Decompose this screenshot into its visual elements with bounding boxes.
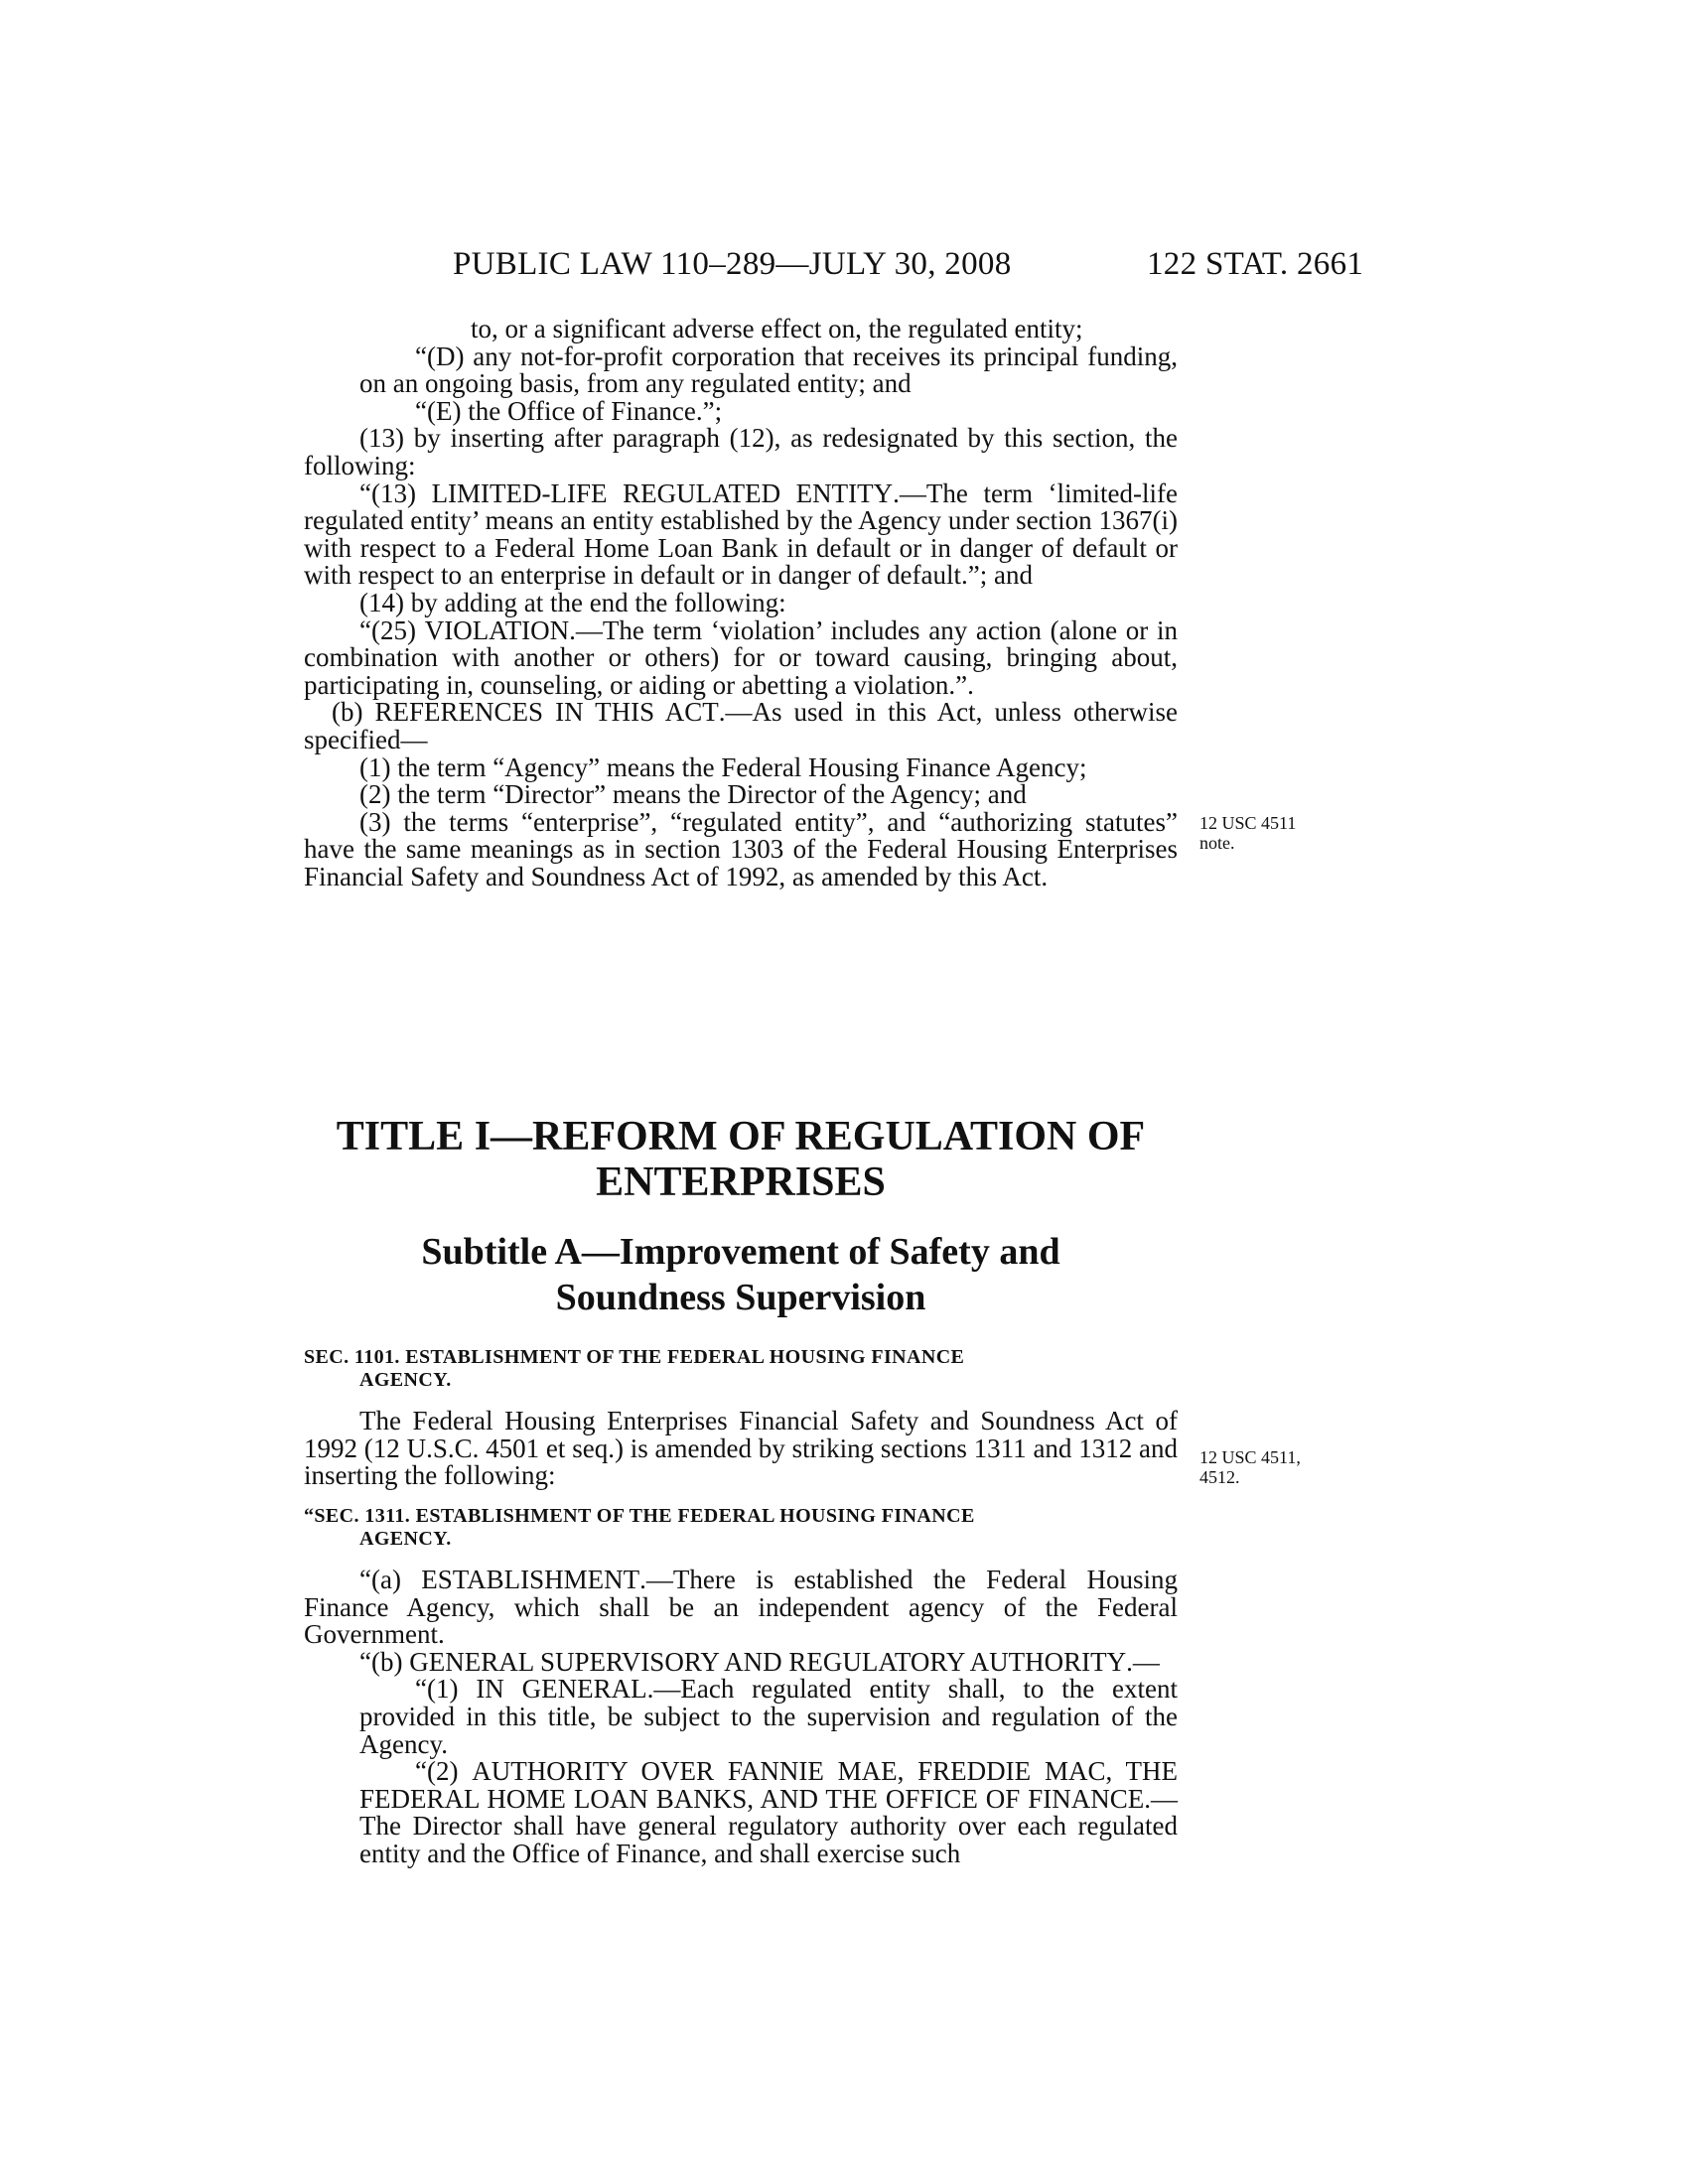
paragraph-body: .—The term ‘violation’ includes any action (alone or in combination with another or others) for or toward causing, bringing about, participating in, counseling, or aiding or abetting a violation.”. [304,614,1179,700]
paragraph-heading: IN GENERAL [476,1674,647,1705]
amendment-text [304,316,1178,890]
section-1101-heading [304,1346,1178,1392]
subsection-heading: ESTABLISHMENT [421,1565,640,1594]
subtitle-heading [304,1229,1178,1320]
subsection-number: “(b) [359,1646,410,1677]
reference-agency: (1) the term “Agency” means the Federal Housing Finance Agency; [359,751,1087,782]
subsection-number: (b) [332,697,375,728]
term-heading: LIMITED-LIFE REGULATED ENTITY [431,478,894,508]
paragraph-13-instruction: (13) by inserting after paragraph (12), as redesignated by this section, the following: [304,423,1178,480]
reference-terms: (3) the terms “enterprise”, “regulated entity”, and “authorizing statutes” have the same meanings as in section 1303 of the Federal Housing Enterprises Financial Safety and Soundness Act of 1992, as amended by this Act. [304,806,1178,891]
section-1101-body: The Federal Housing Enterprises Financial Safety and Soundness Act of 1992 (12 U.S.C. 4501 et seq.) is amended by striking sections 1311 and 1312 and inserting the following: [304,1406,1178,1491]
margin-note-line: 12 USC 4511, [1199,1447,1301,1467]
term-heading: VIOLATION [424,614,570,645]
reference-director: (2) the term “Director” means the Director of the Agency; and [359,779,1027,810]
subsection-heading: GENERAL SUPERVISORY AND REGULATORY AUTHORITY [409,1646,1127,1677]
subtitle-line: Soundness Supervision [555,1277,926,1318]
title-line: ENTERPRISES [596,1160,886,1205]
paragraph-body: .—The Director shall have general regulatory authority over each regulated entity and the Office of Finance, and shall exercise such [359,1783,1178,1868]
paragraph-b2-authority [304,1758,1178,1867]
subsection-body: .—As used in this Act, unless otherwise specified— [304,697,1178,754]
paragraph-number: “(2) [415,1756,473,1787]
paragraph-number: “(25) [359,614,425,645]
title-line: TITLE I—REFORM OF REGULATION OF [336,1114,1146,1160]
subsection-body: .— [1126,1646,1160,1677]
subtitle-line: Subtitle A—Improvement of Safety and [421,1231,1060,1273]
paragraph-14-instruction: (14) by adding at the end the following: [359,587,786,617]
paragraph-heading: AUTHORITY OVER FANNIE MAE, FREDDIE MAC, THE FEDERAL HOME LOAN BANKS, AND THE OFFICE OF FINANCE [359,1756,1178,1814]
subsection-number: “(a) [359,1565,422,1594]
margin-note-usc-4511-4512 [1199,1447,1301,1487]
paragraph-25-definition [304,614,1179,700]
margin-note-usc-4511-note [1199,813,1296,853]
section-1311-text [304,1567,1178,1868]
subsection-b-authority [304,1646,1178,1677]
margin-note-line: 4512. [1199,1467,1240,1487]
section-1101-text [304,1408,1178,1490]
paragraph-c-continuation: to, or a significant adverse effect on, the regulated entity; [471,314,1083,343]
running-header-law-date: PUBLIC LAW 110–289—JULY 30, 2008 [453,246,1012,282]
subsection-b-references [304,699,1178,753]
paragraph-e: “(E) the Office of Finance.”; [415,395,723,426]
subsection-body: .—There is established the Federal Housing Finance Agency, which shall be an independent agency of the Federal Government. [304,1565,1178,1650]
section-heading-line: “SEC. 1311. ESTABLISHMENT OF THE FEDERAL HOUSING FINANCE [304,1505,975,1527]
section-heading-line: SEC. 1101. ESTABLISHMENT OF THE FEDERAL HOUSING FINANCE [304,1346,965,1368]
running-header-statute-page: 122 STAT. 2661 [1147,246,1364,282]
paragraph-b1-in-general [304,1676,1178,1758]
section-heading-line: AGENCY. [359,1528,452,1550]
margin-note-line: 12 USC 4511 [1199,813,1297,833]
paragraph-number: “(1) [415,1674,477,1705]
subsection-a-establishment [304,1567,1178,1649]
paragraph-13-definition [304,480,1178,590]
section-1311-heading [304,1505,1178,1551]
title-heading [304,1114,1178,1205]
section-heading-line: AGENCY. [359,1369,452,1391]
paragraph-number: “(13) [359,478,432,508]
margin-note-line: note. [1199,833,1235,853]
paragraph-body: .—Each regulated entity shall, to the extent provided in this title, be subject to the supervision and regulation of the Agency. [359,1674,1178,1759]
paragraph-d: “(D) any not-for-profit corporation that receives its principal funding, on an ongoing basis, from any regulated entity; and [359,341,1178,399]
subsection-heading: REFERENCES IN THIS ACT [374,697,719,728]
paragraph-body: .—The term ‘limited-life regulated entity’ means an entity established by the Agency under section 1367(i) with respect to a Federal Home Loan Bank in default or in danger of default or with respect to an enterprise in default or in danger of default.”; and [304,478,1178,591]
